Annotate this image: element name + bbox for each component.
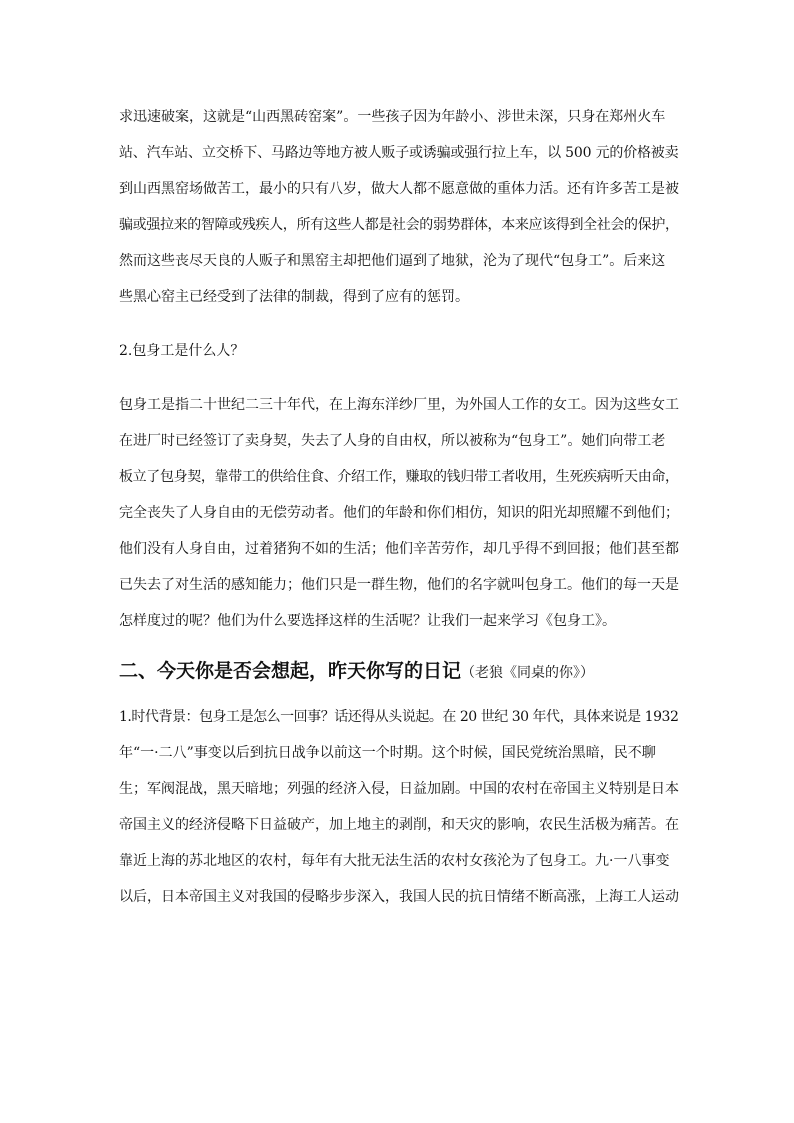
- question-heading: [119, 333, 679, 369]
- question-text: 2.包身工是什么人？: [119, 343, 245, 359]
- text-line: 站、汽车站、立交桥下、马路边等地方被人贩子或诱骗或强行拉上车，以 500 元的价格被卖: [119, 145, 679, 161]
- text-line: 求迅速破案，这就是“山西黑砖窑案”。一些孩子因为年龄小、涉世未深，只身在郑州火车: [119, 109, 666, 125]
- section-source-note: （老狼《同桌的你》）: [461, 665, 595, 681]
- text-line: 年“一·二八”事变以后到抗日战争以前这一个时期。这个时候，国民党统治黑暗，民不聊: [119, 745, 656, 761]
- paragraph-who-are-contract-laborers: [119, 387, 679, 639]
- text-line: 完全丧失了人身自由的无偿劳动者。他们的年龄和你们相仿，知识的阳光却照耀不到他们；: [119, 505, 679, 521]
- text-line: 怎样度过的呢？他们为什么要选择这样的生活呢？让我们一起来学习《包身工》。: [119, 613, 616, 629]
- text-line: 以后，日本帝国主义对我国的侵略步步深入，我国人民的抗日情绪不断高涨，上海工人运动: [119, 889, 679, 905]
- text-line: 骗或强拉来的智障或残疾人，所有这些人都是社会的弱势群体，本来应该得到全社会的保护，: [119, 217, 679, 233]
- text-line: 然而这些丧尽天良的人贩子和黑窑主却把他们逼到了地狱，沦为了现代“包身工”。后来这: [119, 253, 666, 269]
- text-line: 在进厂时已经签订了卖身契，失去了人身的自由权，所以被称为“包身工”。她们向带工老: [119, 433, 666, 449]
- text-line: 包身工是指二十世纪二三十年代，在上海东洋纱厂里，为外国人工作的女工。因为这些女工: [119, 397, 679, 413]
- text-line: 1.时代背景：包身工是怎么一回事？话还得从头说起。在 20 世纪 30 年代，具体来说是 1932: [119, 709, 679, 725]
- text-line: 到山西黑窑场做苦工，最小的只有八岁，做大人都不愿意做的重体力活。还有许多苦工是被: [119, 181, 679, 197]
- text-line: 生；军阀混战，黑天暗地；列强的经济入侵，日益加剧。中国的农村在帝国主义特别是日本: [119, 781, 679, 797]
- text-line: 些黑心窑主已经受到了法律的制裁，得到了应有的惩罚。: [119, 289, 469, 305]
- text-line: 他们没有人身自由，过着猪狗不如的生活；他们辛苦劳作，却几乎得不到回报；他们甚至都: [119, 541, 679, 557]
- text-line: 板立了包身契，靠带工的供给住食、介绍工作，赚取的钱归带工者收用，生死疾病听天由命，: [119, 469, 679, 485]
- text-line: 靠近上海的苏北地区的农村，每年有大批无法生活的农村女孩沦为了包身工。九·一八事变: [119, 853, 670, 869]
- paragraph-historical-background: [119, 699, 679, 915]
- section-heading: [119, 653, 679, 689]
- text-line: 已失去了对生活的感知能力；他们只是一群生物，他们的名字就叫包身工。他们的每一天是: [119, 577, 679, 593]
- text-line: 帝国主义的经济侵略下日益破产，加上地主的剥削，和天灾的影响，农民生活极为痛苦。在: [119, 817, 679, 833]
- section-title: 二、今天你是否会想起，昨天你写的日记: [119, 660, 462, 682]
- document-body: [119, 99, 679, 915]
- paragraph-black-brick-kiln: [119, 99, 679, 315]
